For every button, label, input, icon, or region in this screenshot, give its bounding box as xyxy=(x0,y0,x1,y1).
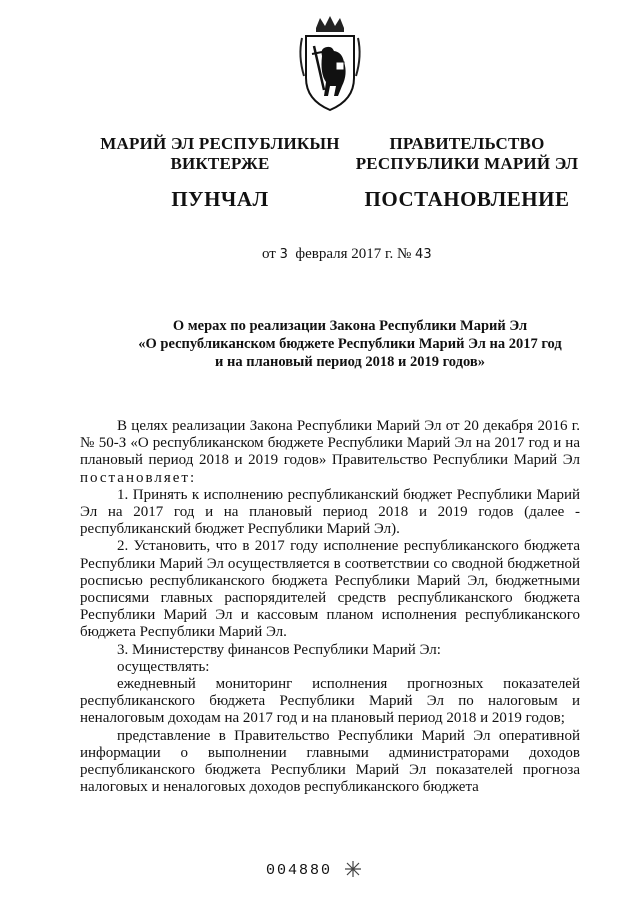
title-line2: «О республиканском бюджете Республики Марий Эл на 2017 год xyxy=(138,336,562,352)
header-left xyxy=(100,134,340,211)
document-number: 43 xyxy=(415,247,432,262)
header-right-line2: РЕСПУБЛИКИ МАРИЙ ЭЛ xyxy=(355,154,579,173)
paragraph-preamble xyxy=(80,418,580,487)
paragraph-3-item-2: представление в Правительство Республики Марий Эл оперативной информации о выполнении главными администраторами доходов республиканского бюджета Республики Марий Эл показателей прогноза налоговых и неналоговых доходов республиканского бюджета xyxy=(80,727,580,796)
date-prefix: от xyxy=(262,246,276,262)
date-month-year: февраля 2017 г. № xyxy=(295,246,412,262)
title-line3: и на плановый период 2018 и 2019 годов» xyxy=(215,354,485,370)
header-left-line1: МАРИЙ ЭЛ РЕСПУБЛИКЫН xyxy=(100,134,340,153)
star-mark-icon xyxy=(344,860,362,878)
header-left-doc-type: ПУНЧАЛ xyxy=(171,187,269,211)
document-body xyxy=(80,418,580,796)
paragraph-2: 2. Установить, что в 2017 году исполнение республиканского бюджета Республики Марий Эл осуществляется в соответствии со сводной бюджетной росписью республиканского бюджета Республики Марий Эл, бюджетными росписями главных распорядителей средств республиканского бюджета Республики Марий Эл и кассовым планом исполнения республиканского бюджета Республики Марий Эл. xyxy=(80,538,580,641)
header-right xyxy=(352,134,582,211)
date-day: 3 xyxy=(279,247,288,262)
header-right-doc-type: ПОСТАНОВЛЕНИЕ xyxy=(364,187,570,211)
document-title xyxy=(100,317,600,371)
header-left-line2: ВИКТЕРЖЕ xyxy=(170,154,270,173)
document-dateline xyxy=(262,246,432,263)
serial-number: 004880 xyxy=(266,862,333,879)
preamble-text: В целях реализации Закона Республики Марий Эл от 20 декабря 2016 г. № 50-З «О республиканском бюджете Республики Марий Эл на 2017 год и на плановый период 2018 и 2019 годов» Правительство Республики Марий Эл xyxy=(80,418,580,469)
paragraph-3-sub: осуществлять: xyxy=(117,658,210,675)
paragraph-3-item-1: ежедневный мониторинг исполнения прогнозных показателей республиканского бюджета Республики Марий Эл по налоговым и неналоговым доходам на 2017 год и на плановый период 2018 и 2019 годов; xyxy=(80,676,580,727)
mari-el-coat-of-arms-icon xyxy=(294,16,366,112)
title-line1: О мерах по реализации Закона Республики Марий Эл xyxy=(172,318,528,334)
paragraph-3: 3. Министерству финансов Республики Марий Эл: xyxy=(117,641,441,658)
paragraph-1: 1. Принять к исполнению республиканский бюджет Республики Марий Эл на 2017 год и на плановый период 2018 и 2019 годов (далее - республиканский бюджет Республики Марий Эл). xyxy=(80,486,580,538)
decree-word: постановляет: xyxy=(80,469,197,486)
header-right-line1: ПРАВИТЕЛЬСТВО xyxy=(389,134,545,153)
